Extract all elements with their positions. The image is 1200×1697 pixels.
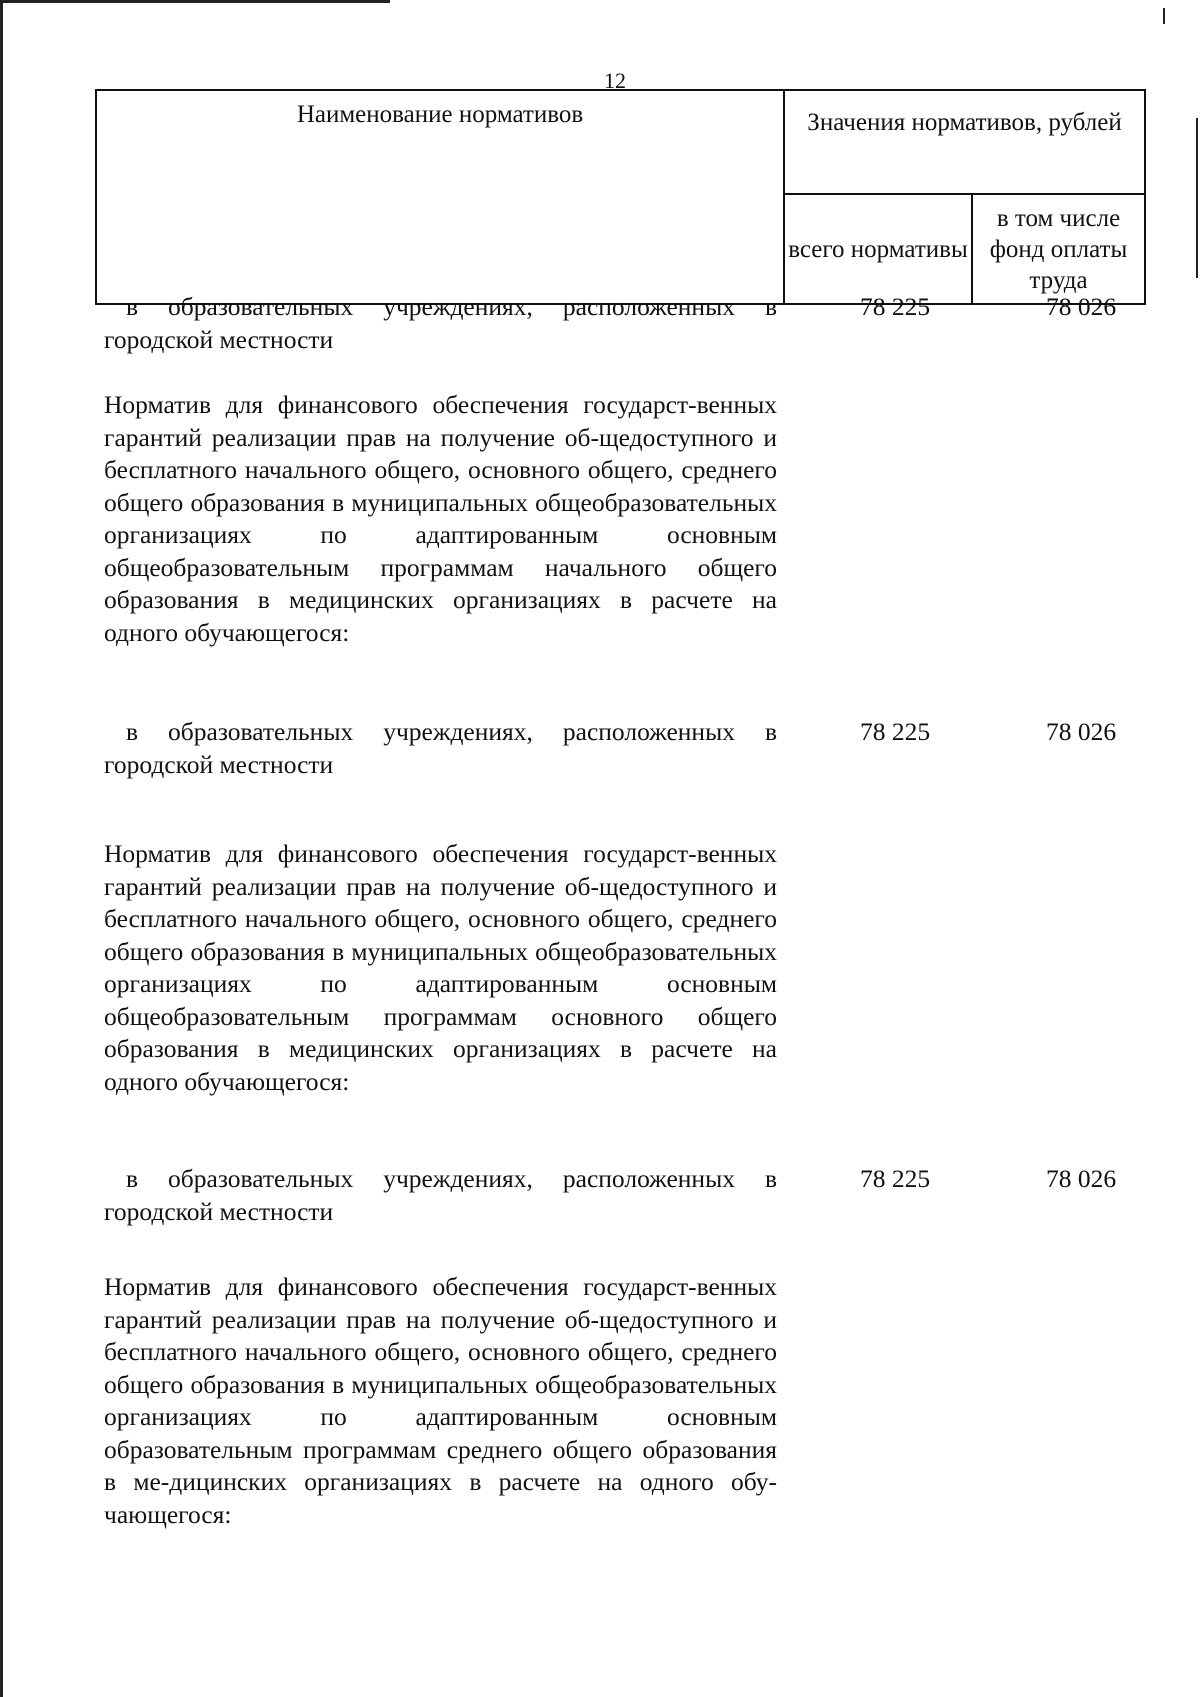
scan-border-left bbox=[0, 0, 3, 1697]
row-total: 78 225 bbox=[859, 717, 931, 746]
row-text: Норматив для финансового обеспечения государст-венных гарантий реализации прав на получение об-щедоступного и бесплатного начального общего, основного общего, среднего общего образования в муниципальных общеобразовательных организациях по адаптированным основным общеобразовательным программам основного общего образования в медицинских организациях в расчете на одного обучающегося: bbox=[104, 839, 777, 1096]
row-total: 78 225 bbox=[859, 292, 931, 321]
norms-table-header bbox=[95, 89, 1146, 305]
row-text: в образовательных учреждениях, расположенных в городской местности bbox=[104, 717, 777, 779]
page-number: 12 bbox=[604, 68, 626, 93]
header-wage-fund: в том числе фонд оплаты труда bbox=[972, 194, 1145, 304]
header-total: всего нормативы bbox=[784, 194, 972, 304]
table-row bbox=[104, 389, 1134, 649]
table-row bbox=[104, 838, 1134, 1098]
table-row bbox=[104, 716, 1134, 781]
row-wage-fund: 78 026 bbox=[1045, 292, 1117, 321]
table-row bbox=[104, 291, 1134, 356]
scan-border-top bbox=[0, 0, 390, 3]
scan-border-right bbox=[1196, 118, 1198, 278]
scan-mark bbox=[1163, 8, 1165, 24]
table-row bbox=[104, 1271, 1134, 1531]
row-text: Норматив для финансового обеспечения государст-венных гарантий реализации прав на получение об-щедоступного и бесплатного начального общего, основного общего, среднего общего образования в муниципальных общеобразовательных организациях по адаптированным основным образовательным программам среднего общего образования в ме-дицинских организациях в расчете на одного обу-чающегося: bbox=[104, 1272, 777, 1529]
row-wage-fund: 78 026 bbox=[1045, 717, 1117, 746]
row-text: в образовательных учреждениях, расположенных в городской местности bbox=[104, 1164, 777, 1226]
header-norm-name: Наименование нормативов bbox=[96, 90, 784, 304]
row-text: в образовательных учреждениях, расположенных в городской местности bbox=[104, 292, 777, 354]
table-row bbox=[104, 1163, 1134, 1228]
row-text: Норматив для финансового обеспечения государст-венных гарантий реализации прав на получение об-щедоступного и бесплатного начального общего, основного общего, среднего общего образования в муниципальных общеобразовательных организациях по адаптированным основным общеобразовательным программам начального общего образования в медицинских организациях в расчете на одного обучающегося: bbox=[104, 390, 777, 647]
row-wage-fund: 78 026 bbox=[1045, 1164, 1117, 1193]
header-norm-values: Значения нормативов, рублей bbox=[784, 90, 1145, 194]
row-total: 78 225 bbox=[859, 1164, 931, 1193]
